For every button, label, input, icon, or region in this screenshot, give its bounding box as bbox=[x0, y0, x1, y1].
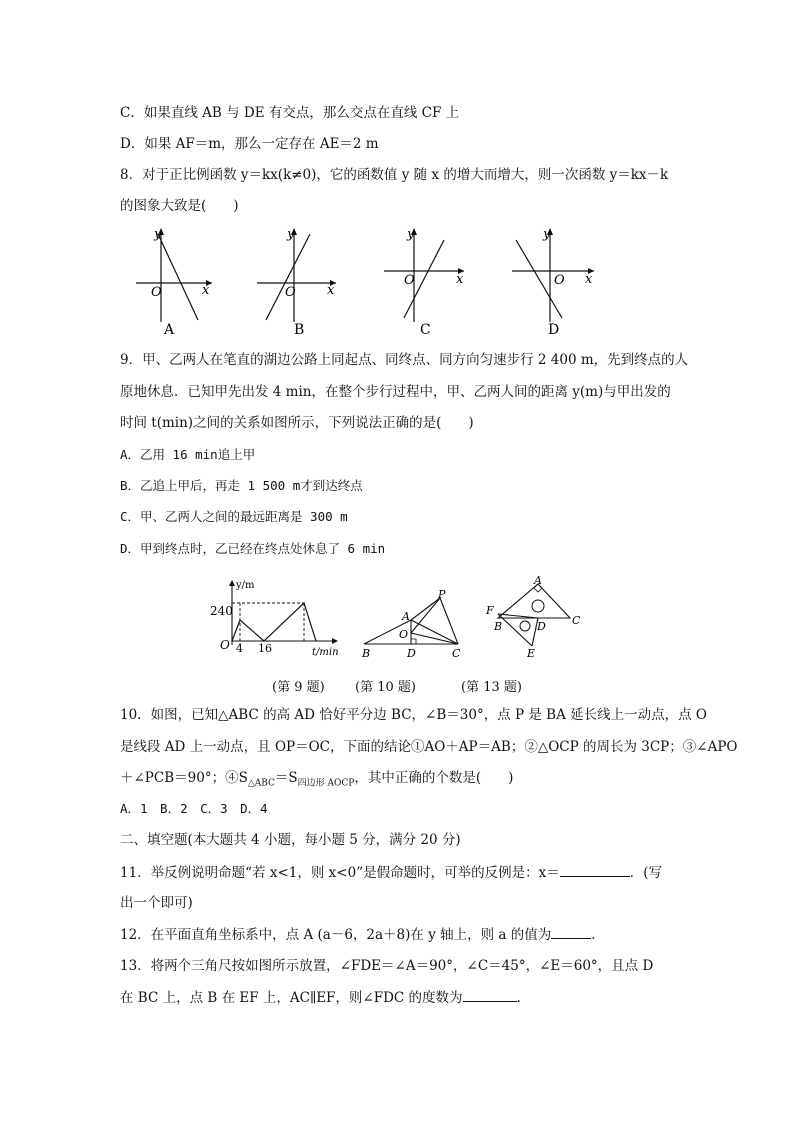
figure-9-graph bbox=[206, 575, 346, 663]
figure-10-caption: (第 10 题) bbox=[355, 680, 416, 695]
q8-c-x-label: x bbox=[456, 272, 464, 287]
q12-answer-blank[interactable] bbox=[551, 924, 591, 939]
q10-line2: 是线段 AD 上一动点，且 OP＝OC，下面的结论①AO＋AP＝AB；②△OCP 的周长为 3CP；③∠APO bbox=[120, 739, 738, 755]
q8-b-label: B bbox=[294, 322, 305, 338]
q8-b-x-label: x bbox=[327, 283, 335, 298]
q11-line2: 出一个即可) bbox=[120, 895, 193, 911]
q9-option-d: D．甲到终点时，乙已经在终点处休息了 6 min bbox=[120, 541, 386, 556]
q8-c-y-label: y bbox=[407, 227, 415, 242]
figure-13-point-c: C bbox=[572, 614, 581, 627]
q8-stem-line1: 8．对于正比例函数 y＝kx(k≠0)，它的函数值 y 随 x 的增大而增大，则一次函数 y＝kx－k bbox=[120, 167, 669, 183]
q13-line2: 在 BC 上，点 B 在 EF 上，AC∥EF，则∠FDC 的度数为 ． bbox=[120, 987, 690, 1008]
q7-option-d: D．如果 AF＝m，那么一定存在 AE＝2 m bbox=[120, 136, 379, 152]
q8-a-origin: O bbox=[151, 285, 162, 300]
figure-10-point-d: D bbox=[407, 647, 416, 660]
q13-answer-blank[interactable] bbox=[463, 987, 517, 1002]
figure-13-point-e: E bbox=[527, 647, 536, 660]
figure-9-origin: O bbox=[220, 638, 230, 652]
figure-10-point-b: B bbox=[362, 647, 371, 660]
figure-13-point-f: F bbox=[486, 604, 494, 617]
q11-answer-blank[interactable] bbox=[560, 862, 630, 877]
q10-options: A．1 B．2 C．3 D．4 bbox=[120, 801, 268, 816]
figure-13-diagram bbox=[484, 574, 588, 660]
q11-line1: 11．举反例说明命题“若 x<1，则 x<0”是假命题时，可举的反例是：x＝ ．(写 bbox=[120, 862, 690, 883]
figure-13-point-b: B bbox=[494, 620, 503, 633]
q8-a-x-label: x bbox=[202, 283, 210, 298]
q8-graph-b bbox=[252, 224, 342, 342]
figure-10-diagram bbox=[358, 588, 468, 660]
q8-graph-a bbox=[126, 224, 216, 342]
q8-d-origin: O bbox=[554, 273, 565, 288]
figure-9-y-label: y/m bbox=[236, 580, 255, 591]
q8-d-x-label: x bbox=[585, 272, 593, 287]
q9-option-b: B．乙追上甲后，再走 1 500 m才到达终点 bbox=[120, 478, 363, 493]
q8-a-label: A bbox=[164, 322, 175, 338]
q9-stem-line3: 时间 t(min)之间的关系如图所示，下列说法正确的是( ) bbox=[120, 415, 474, 431]
figure-10-point-p: P bbox=[438, 588, 446, 601]
q8-c-label: C bbox=[420, 322, 431, 338]
q9-stem-line1: 9．甲、乙两人在笔直的湖边公路上同起点、同终点、同方向匀速步行 2 400 m，先到终点的人 bbox=[120, 352, 689, 368]
q8-a-y-label: y bbox=[154, 227, 162, 242]
q10-line1: 10．如图，已知△ABC 的高 AD 恰好平分边 BC，∠B＝30°，点 P 是 BA 延长线上一动点，点 O bbox=[120, 707, 707, 723]
q8-c-origin: O bbox=[404, 273, 415, 288]
q8-graph-c bbox=[380, 224, 470, 342]
figure-13-point-d: D bbox=[537, 620, 546, 633]
q8-d-label: D bbox=[548, 322, 560, 338]
q9-option-c: C．甲、乙两人之间的最远距离是 300 m bbox=[120, 509, 348, 524]
figure-9-y-tick: 240 bbox=[210, 604, 233, 618]
figure-13-caption: (第 13 题) bbox=[461, 680, 522, 695]
q9-stem-line2: 原地休息．已知甲先出发 4 min，在整个步行过程中，甲、乙两人间的距离 y(m)与甲出发的 bbox=[120, 384, 671, 400]
figure-9-caption: (第 9 题) bbox=[272, 680, 325, 695]
figure-9-x-tick-16: 16 bbox=[258, 642, 272, 655]
figure-13-point-a: A bbox=[534, 574, 542, 587]
q8-d-y-label: y bbox=[543, 227, 551, 242]
q8-graph-d bbox=[508, 224, 600, 342]
q10-line3: ＋∠PCB＝90°；$④S_{\triangle ABC}=S_{四边形 AOCP}$，其中正确的个数是( ) bbox=[120, 770, 514, 789]
q7-option-c: C．如果直线 AB 与 DE 有交点，那么交点在直线 CF 上 bbox=[120, 105, 460, 121]
section-2-title: 二、填空题(本大题共 4 小题，每小题 5 分，满分 20 分) bbox=[120, 832, 461, 848]
figure-9-x-label: t/min bbox=[312, 647, 339, 658]
figure-9-x-tick-4: 4 bbox=[236, 642, 243, 655]
q8-stem-line2: 的图象大致是( ) bbox=[120, 198, 239, 214]
figure-10-point-a: A bbox=[402, 610, 410, 623]
q8-b-origin: O bbox=[285, 285, 296, 300]
q13-line1: 13．将两个三角尺按如图所示放置，∠FDE＝∠A＝90°，∠C＝45°，∠E＝60°，且点 D bbox=[120, 958, 654, 974]
q9-option-a: A．乙用 16 min追上甲 bbox=[120, 447, 256, 462]
figure-10-point-c: C bbox=[452, 647, 461, 660]
q12-line1: 12．在平面直角坐标系中，点 A (a－6，2a＋8)在 y 轴上，则 a 的值为 ． bbox=[120, 924, 690, 945]
figure-10-point-o: O bbox=[399, 628, 409, 641]
q8-b-y-label: y bbox=[287, 227, 295, 242]
